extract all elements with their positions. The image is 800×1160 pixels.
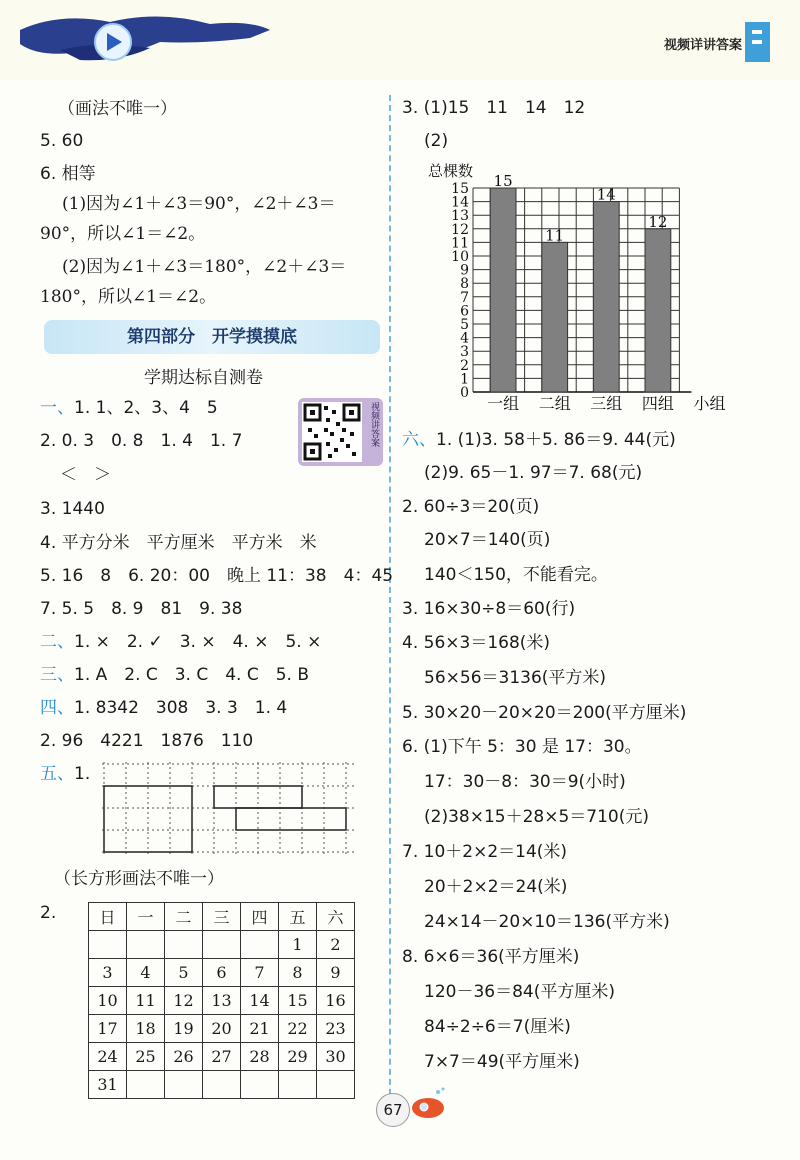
chart-bar-label: 14: [596, 185, 616, 204]
calendar-row: [89, 987, 355, 1015]
left-line-6: (2)因为∠1＋∠3＝180°，∠2＋∠3＝: [62, 257, 347, 277]
chart-bar: [542, 242, 568, 392]
chart-ytick-label: 6: [460, 303, 469, 320]
part4-mark: 四、: [40, 698, 74, 718]
calendar-cell: [89, 931, 127, 959]
right-line-15: 7. 10＋2×2＝14(米): [402, 842, 568, 862]
calendar-cell: 三: [203, 903, 241, 931]
calendar-cell: 30: [317, 1043, 355, 1071]
part1-answer-1: 1. 1、2、3、4 5: [74, 398, 218, 418]
calendar-cell: 10: [89, 987, 127, 1015]
calendar-cell: 21: [241, 1015, 279, 1043]
page-header: [0, 0, 800, 80]
chart-ytick-label: 8: [460, 276, 469, 293]
calendar-cell: [317, 1071, 355, 1099]
left-line-1: （画法不唯一）: [58, 99, 177, 119]
part1-line1: [40, 398, 218, 418]
calendar-cell: 一: [127, 903, 165, 931]
calendar-cell: 20: [203, 1015, 241, 1043]
calendar-cell: 26: [165, 1043, 203, 1071]
calendar-row: [89, 959, 355, 987]
right-line-20: 84÷2÷6＝7(厘米): [424, 1017, 571, 1037]
calendar-cell: 17: [89, 1015, 127, 1043]
chart-ytick-label: 12: [451, 221, 469, 238]
part2-answers: 1. × 2. ✓ 3. × 4. × 5. ×: [74, 632, 322, 652]
chart-ytick-label: 2: [460, 357, 469, 374]
part3-answers: 1. A 2. C 3. C 4. C 5. B: [74, 665, 310, 685]
right-line-14: (2)38×15＋28×5＝710(元): [424, 807, 649, 827]
chart-ylabel: 总棵数: [428, 162, 474, 180]
calendar-cell: 18: [127, 1015, 165, 1043]
right-line-7: 140＜150，不能看完。: [424, 565, 608, 585]
part4-line2: 2. 96 4221 1876 110: [40, 731, 254, 751]
rectangle-3: [236, 808, 346, 830]
calendar-cell: 19: [165, 1015, 203, 1043]
part1-line4: 3. 1440: [40, 499, 105, 519]
calendar-cell: [127, 931, 165, 959]
right-line-16: 20＋2×2＝24(米): [424, 877, 568, 897]
part1-line5: 4. 平方分米 平方厘米 平方米 米: [40, 533, 317, 553]
part4-line1: [40, 698, 287, 718]
right-line-5: 2. 60÷3＝20(页): [402, 497, 540, 517]
chart-ytick-label: 15: [451, 181, 469, 197]
calendar-cell: [203, 1071, 241, 1099]
calendar-cell: 2: [317, 931, 355, 959]
calendar-cell: 14: [241, 987, 279, 1015]
calendar-cell: [165, 1071, 203, 1099]
chart-ytick-label: 1: [460, 371, 469, 388]
chart-ytick-label: 3: [460, 344, 469, 361]
calendar-cell: 12: [165, 987, 203, 1015]
chart-ytick-label: 7: [460, 289, 469, 306]
chart-ytick-label: 0: [460, 385, 469, 401]
part4-answers-1: 1. 8342 308 3. 3 1. 4: [74, 698, 288, 718]
right-line-9: 4. 56×3＝168(米): [402, 633, 551, 653]
calendar-cell: 6: [203, 959, 241, 987]
part1-line3: ＜ ＞: [60, 465, 111, 485]
right-line-4: (2)9. 65－1. 97＝7. 68(元): [424, 463, 643, 483]
calendar-cell: 四: [241, 903, 279, 931]
chart-ytick-label: 5: [460, 317, 469, 333]
part2-line: [40, 632, 321, 652]
part3-line: [40, 665, 309, 685]
calendar-cell: 29: [279, 1043, 317, 1071]
right-line-19: 120－36＝84(平方厘米): [424, 982, 615, 1002]
part1-line7: 7. 5. 5 8. 9 81 9. 38: [40, 599, 243, 619]
calendar-cell: 25: [127, 1043, 165, 1071]
calendar-cell: 15: [279, 987, 317, 1015]
calendar-cell: 六: [317, 903, 355, 931]
left-line-2: 5. 60: [40, 131, 84, 151]
chart-bar-labels: [494, 172, 668, 244]
right-line-13: 17：30－8：30＝9(小时): [424, 772, 626, 792]
calendar-cell: 五: [279, 903, 317, 931]
calendar-cell: 28: [241, 1043, 279, 1071]
calendar-cell: 13: [203, 987, 241, 1015]
right-line-2: (2): [424, 131, 449, 151]
part1-line6: 5. 16 8 6. 20：00 晚上 11：38 4：45: [40, 566, 394, 586]
calendar-cell: [241, 1071, 279, 1099]
chart-bar-label: 15: [493, 172, 513, 190]
right-line-12: 6. (1)下午 5：30 是 17：30。: [402, 737, 642, 757]
chart-xtick-label: 三组: [590, 394, 623, 413]
chart-ytick-label: 14: [451, 194, 469, 211]
part3-mark: 三、: [40, 665, 74, 685]
part5-q1: 1.: [74, 764, 91, 784]
chart-bar-label: 11: [545, 226, 565, 245]
qr-label: 视频讲答案: [369, 402, 379, 447]
part1-mark: 一、: [40, 398, 74, 418]
left-line-7: 180°，所以∠1＝∠2。: [40, 287, 217, 307]
submarine-icon: [408, 1086, 448, 1122]
part5-line1: [40, 764, 90, 784]
right-line-21: 7×7＝49(平方厘米): [424, 1052, 580, 1072]
chart-ytick-label: 4: [460, 330, 469, 347]
calendar-row: [89, 1015, 355, 1043]
calendar-cell: 4: [127, 959, 165, 987]
calendar-cell: 24: [89, 1043, 127, 1071]
part5-mark: 五、: [40, 764, 74, 784]
chart-xtick-label: 四组: [641, 394, 674, 413]
section-title: 第四部分 开学摸摸底: [44, 320, 380, 354]
left-line-3: 6. 相等: [40, 164, 96, 184]
chart-bar: [490, 188, 516, 392]
calendar-cell: 23: [317, 1015, 355, 1043]
right-line-11: 5. 30×20－20×20＝200(平方厘米): [402, 703, 687, 723]
video-answer-label: 视频详讲答案: [663, 38, 742, 53]
part6-q1: 1. (1)3. 58＋5. 86＝9. 44(元): [436, 430, 676, 450]
chart-ytick-label: 11: [451, 235, 469, 252]
calendar-row: [89, 931, 355, 959]
calendar-cell: [127, 1071, 165, 1099]
bar-chart: [400, 150, 760, 418]
calendar-cell: 日: [89, 903, 127, 931]
chart-xtick-label: 小组: [693, 394, 726, 413]
right-line-10: 56×56＝3136(平方米): [424, 668, 607, 688]
qr-code-box[interactable]: [298, 398, 383, 466]
right-line-18: 8. 6×6＝36(平方厘米): [402, 947, 580, 967]
part1-line2: 2. 0. 3 0. 8 1. 4 1. 7: [40, 431, 243, 451]
left-line-4: (1)因为∠1＋∠3＝90°，∠2＋∠3＝: [62, 194, 336, 214]
test-subtitle: 学期达标自测卷: [144, 368, 263, 388]
calendar-table: [88, 902, 355, 1099]
right-line-1: 3. (1)15 11 14 12: [402, 98, 586, 118]
calendar-cell: 9: [317, 959, 355, 987]
part6-line1: [402, 430, 676, 450]
calendar-header-row: [89, 903, 355, 931]
chart-ytick-label: 13: [451, 208, 469, 225]
page-number: 67: [376, 1093, 410, 1127]
chart-yticks: [451, 181, 469, 401]
calendar-cell: 5: [165, 959, 203, 987]
calendar-cell: 22: [279, 1015, 317, 1043]
calendar-cell: 11: [127, 987, 165, 1015]
chart-xtick-label: 一组: [487, 394, 520, 413]
calendar-cell: [279, 1071, 317, 1099]
calendar-cell: [241, 931, 279, 959]
right-line-17: 24×14－20×10＝136(平方米): [424, 912, 670, 932]
right-line-6: 20×7＝140(页): [424, 530, 551, 550]
chart-ytick-label: 9: [460, 262, 469, 279]
chart-xticks: [487, 394, 725, 413]
calendar-cell: 31: [89, 1071, 127, 1099]
column-divider: [389, 95, 391, 1115]
dotted-grid-figure: [102, 762, 358, 856]
part5-q2: 2.: [40, 903, 57, 923]
chart-bar-label: 12: [648, 212, 668, 231]
calendar-cell: [203, 931, 241, 959]
chart-xtick-label: 二组: [538, 394, 571, 413]
chart-bars: [490, 185, 671, 392]
calendar-cell: 8: [279, 959, 317, 987]
calendar-cell: 27: [203, 1043, 241, 1071]
calendar-cell: 16: [317, 987, 355, 1015]
chart-bar: [593, 202, 619, 392]
calendar-row: [89, 1043, 355, 1071]
right-line-8: 3. 16×30÷8＝60(行): [402, 599, 576, 619]
part5-note: （长方形画法不唯一）: [54, 869, 224, 889]
qr-code: [302, 402, 362, 462]
left-line-5: 90°，所以∠1＝∠2。: [40, 224, 206, 244]
calendar-row: [89, 1071, 355, 1099]
calendar-cell: 1: [279, 931, 317, 959]
chart-bar: [645, 229, 671, 392]
calendar-cell: 3: [89, 959, 127, 987]
part6-mark: 六、: [402, 430, 436, 450]
chart-ytick-label: 10: [451, 249, 469, 265]
calendar-cell: 7: [241, 959, 279, 987]
part2-mark: 二、: [40, 632, 74, 652]
calendar-cell: [165, 931, 203, 959]
calendar-cell: 二: [165, 903, 203, 931]
